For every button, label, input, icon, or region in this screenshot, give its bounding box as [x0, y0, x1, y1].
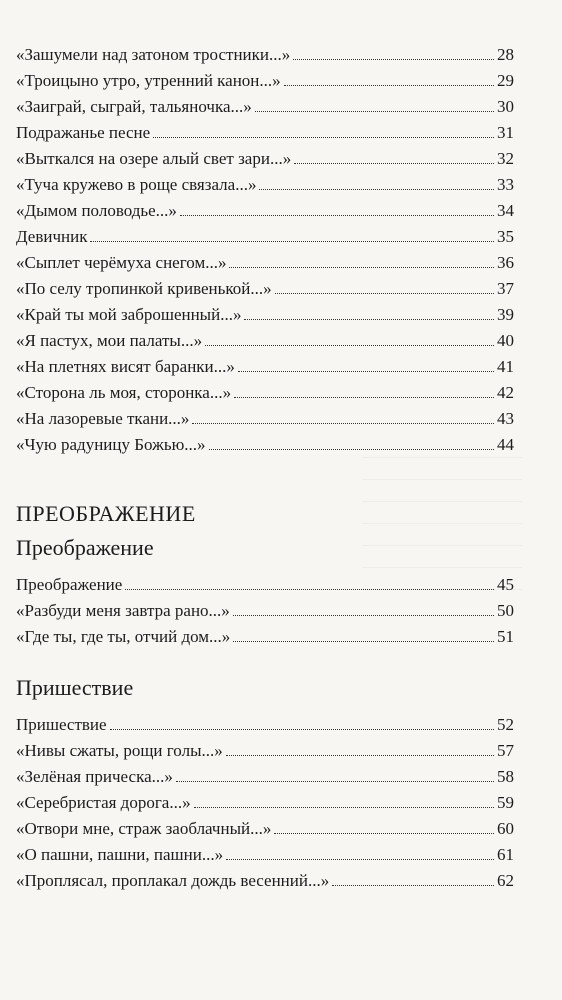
toc-entry-title: «Зелёная прическа...»	[16, 767, 173, 786]
toc-entry[interactable]	[16, 328, 514, 354]
dot-leader	[90, 241, 494, 242]
toc-entry[interactable]	[16, 598, 514, 624]
toc-entry-title: «Чую радуницу Божью...»	[16, 435, 206, 454]
dot-leader	[226, 859, 494, 860]
toc-entry[interactable]	[16, 354, 514, 380]
toc-entry-title: Преображение	[16, 575, 123, 594]
toc-entry[interactable]	[16, 68, 514, 94]
toc-entry-page: 44	[497, 435, 514, 454]
dot-leader	[233, 615, 494, 616]
toc-entry[interactable]	[16, 302, 514, 328]
toc-entry-title: «По селу тропинкой кривенькой...»	[16, 279, 272, 298]
toc-entry-page: 52	[497, 715, 514, 734]
dot-leader	[229, 267, 494, 268]
toc-entry-page: 36	[497, 253, 514, 272]
dot-leader	[205, 345, 494, 346]
toc-entry-page: 35	[497, 227, 514, 246]
toc-entry[interactable]	[16, 224, 514, 250]
dot-leader	[238, 371, 494, 372]
subsection-heading: Преображение	[16, 535, 154, 560]
dot-leader	[284, 85, 494, 86]
dot-leader	[180, 215, 494, 216]
toc-entry[interactable]	[16, 712, 514, 738]
dot-leader	[125, 589, 494, 590]
toc-entry-page: 39	[497, 305, 514, 324]
toc-entry-title: «Выткался на озере алый свет зари...»	[16, 149, 292, 168]
toc-entry-title: «Нивы сжаты, рощи голы...»	[16, 741, 223, 760]
toc-entry-page: 50	[497, 601, 514, 620]
toc-entry-title: «О пашни, пашни, пашни...»	[16, 845, 224, 864]
toc-entry[interactable]	[16, 380, 514, 406]
toc-list-section1	[16, 42, 514, 458]
toc-entry-page: 61	[497, 845, 514, 864]
toc-entry-page: 57	[497, 741, 514, 760]
toc-entry[interactable]	[16, 432, 514, 458]
toc-entry-title: «Проплясал, проплакал дождь весенний...»	[16, 871, 330, 890]
dot-leader	[176, 781, 494, 782]
toc-entry[interactable]	[16, 146, 514, 172]
dot-leader	[255, 111, 494, 112]
toc-entry-title: «Сторона ль моя, сторонка...»	[16, 383, 232, 402]
toc-entry-title: Девичник	[16, 227, 88, 246]
toc-entry[interactable]	[16, 816, 514, 842]
toc-entry-title: Подражанье песне	[16, 123, 151, 142]
toc-list-sub1	[16, 572, 514, 650]
toc-entry[interactable]	[16, 738, 514, 764]
toc-entry-title: «Отвори мне, страж заоблачный...»	[16, 819, 272, 838]
toc-entry-page: 30	[497, 97, 514, 116]
toc-entry-title: Пришествие	[16, 715, 107, 734]
dot-leader	[293, 59, 494, 60]
toc-entry[interactable]	[16, 572, 514, 598]
dot-leader	[194, 807, 494, 808]
toc-entry-page: 31	[497, 123, 514, 142]
toc-entry-page: 40	[497, 331, 514, 350]
toc-entry[interactable]	[16, 42, 514, 68]
toc-entry-page: 28	[497, 45, 514, 64]
toc-entry-page: 58	[497, 767, 514, 786]
dot-leader	[110, 729, 494, 730]
dot-leader	[274, 833, 494, 834]
toc-entry[interactable]	[16, 94, 514, 120]
toc-entry[interactable]	[16, 764, 514, 790]
dot-leader	[259, 189, 494, 190]
section-heading: ПРЕОБРАЖЕНИЕ	[16, 501, 196, 526]
dot-leader	[294, 163, 494, 164]
toc-entry-page: 42	[497, 383, 514, 402]
toc-entry-title: «Край ты мой заброшенный...»	[16, 305, 242, 324]
toc-entry-title: «Где ты, где ты, отчий дом...»	[16, 627, 231, 646]
toc-entry-title: «Сыплет черёмуха снегом...»	[16, 253, 227, 272]
toc-entry[interactable]	[16, 406, 514, 432]
table-of-contents-page	[16, 42, 514, 894]
dot-leader	[234, 397, 494, 398]
toc-list-sub2	[16, 712, 514, 894]
toc-entry[interactable]	[16, 790, 514, 816]
toc-entry[interactable]	[16, 198, 514, 224]
dot-leader	[226, 755, 494, 756]
toc-entry[interactable]	[16, 842, 514, 868]
toc-entry-page: 32	[497, 149, 514, 168]
toc-entry-title: «Я пастух, мои палаты...»	[16, 331, 203, 350]
dot-leader	[192, 423, 494, 424]
toc-entry[interactable]	[16, 172, 514, 198]
dot-leader	[233, 641, 494, 642]
toc-entry-page: 34	[497, 201, 514, 220]
toc-entry[interactable]	[16, 868, 514, 894]
toc-entry-title: «Серебристая дорога...»	[16, 793, 191, 812]
toc-entry-page: 37	[497, 279, 514, 298]
toc-entry-page: 43	[497, 409, 514, 428]
toc-entry[interactable]	[16, 250, 514, 276]
dot-leader	[244, 319, 494, 320]
toc-entry-page: 62	[497, 871, 514, 890]
dot-leader	[209, 449, 494, 450]
dot-leader	[275, 293, 494, 294]
toc-entry[interactable]	[16, 276, 514, 302]
toc-entry-page: 60	[497, 819, 514, 838]
toc-entry-title: «Заиграй, сыграй, тальяночка...»	[16, 97, 252, 116]
toc-entry-page: 41	[497, 357, 514, 376]
toc-entry-page: 51	[497, 627, 514, 646]
toc-entry[interactable]	[16, 120, 514, 146]
subsection-heading: Пришествие	[16, 675, 134, 700]
toc-entry-title: «Троицыно утро, утренний канон...»	[16, 71, 281, 90]
toc-entry-title: «Туча кружево в роще связала...»	[16, 175, 257, 194]
toc-entry-title: «Дымом половодье...»	[16, 201, 177, 220]
toc-entry-title: «Разбуди меня завтра рано...»	[16, 601, 230, 620]
toc-entry-title: «На лазоревые ткани...»	[16, 409, 190, 428]
toc-entry-title: «На плетнях висят баранки...»	[16, 357, 235, 376]
dot-leader	[153, 137, 494, 138]
toc-entry[interactable]	[16, 624, 514, 650]
dot-leader	[332, 885, 494, 886]
toc-entry-title: «Зашумели над затоном тростники...»	[16, 45, 291, 64]
toc-entry-page: 45	[497, 575, 514, 594]
toc-entry-page: 59	[497, 793, 514, 812]
toc-entry-page: 29	[497, 71, 514, 90]
toc-entry-page: 33	[497, 175, 514, 194]
